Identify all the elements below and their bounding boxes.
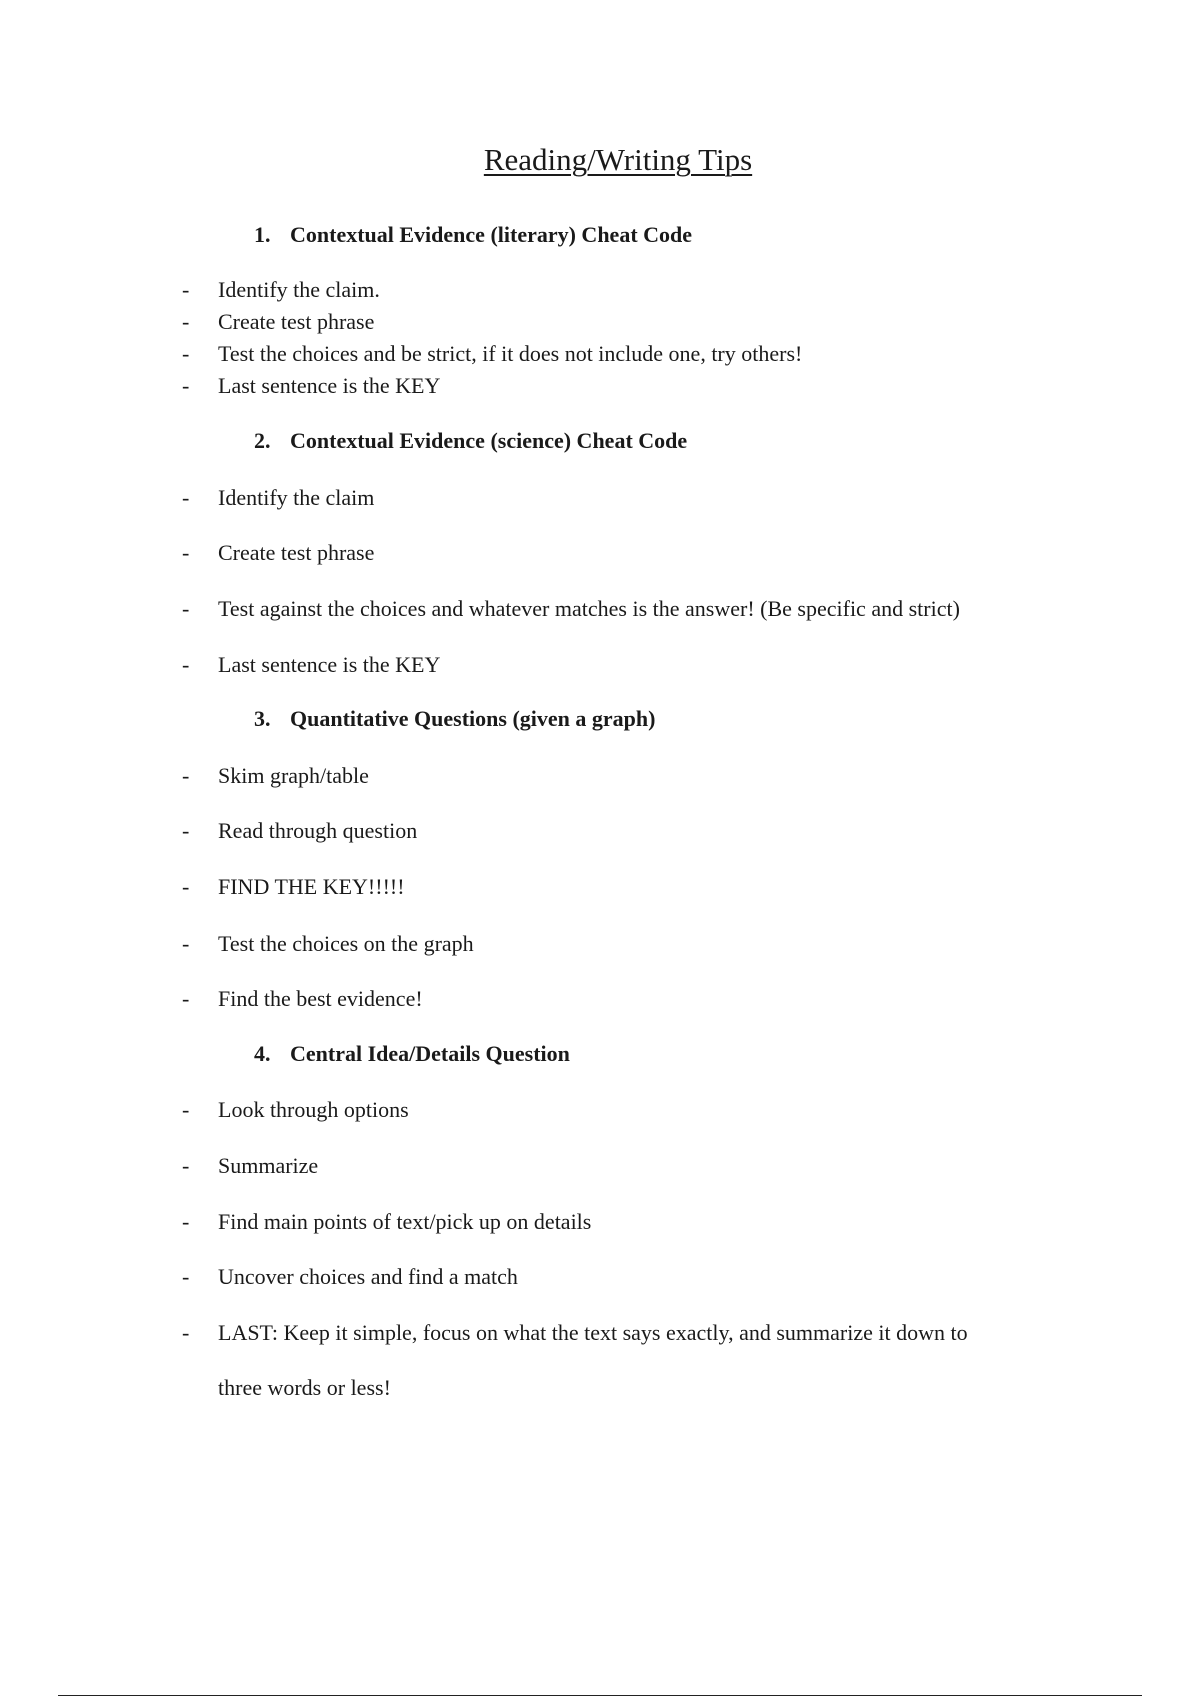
bullet-marker: - <box>182 485 190 510</box>
list-item-text: FIND THE KEY!!!!! <box>218 874 405 899</box>
bullet-marker: - <box>182 1209 190 1234</box>
list-item-text: Look through options <box>218 1097 409 1122</box>
bullet-marker: - <box>182 763 190 788</box>
bullet-marker: - <box>182 309 190 334</box>
page-title: Reading/Writing Tips <box>483 142 753 177</box>
section-number: 4. <box>254 1041 271 1066</box>
section-heading-text: Contextual Evidence (science) Cheat Code <box>290 428 688 453</box>
section-number: 3. <box>254 706 271 731</box>
bullet-marker: - <box>182 373 190 398</box>
section-heading-text: Contextual Evidence (literary) Cheat Code <box>290 222 693 247</box>
list-item-text: Test the choices on the graph <box>218 931 474 956</box>
section-number: 1. <box>254 222 271 247</box>
bullet-marker: - <box>182 818 190 843</box>
bullet-marker: - <box>182 874 190 899</box>
bullet-marker: - <box>182 931 190 956</box>
list-item-text: Create test phrase <box>218 309 375 334</box>
bullet-marker: - <box>182 1097 190 1122</box>
list-item-text: Skim graph/table <box>218 763 369 788</box>
section-number: 2. <box>254 428 271 453</box>
bullet-marker: - <box>182 986 190 1011</box>
bullet-marker: - <box>182 596 190 621</box>
list-item-text: Test the choices and be strict, if it does not include one, try others! <box>218 341 803 366</box>
bullet-marker: - <box>182 1153 190 1178</box>
bullet-marker: - <box>182 652 190 677</box>
list-item-text: Find the best evidence! <box>218 986 423 1011</box>
list-item-text: Find main points of text/pick up on details <box>218 1209 592 1234</box>
list-item-text: Test against the choices and whatever matches is the answer! (Be specific and strict) <box>218 596 960 621</box>
bullet-marker: - <box>182 540 190 565</box>
list-item-text: Last sentence is the KEY <box>218 373 441 398</box>
list-item-text: Read through question <box>218 818 418 843</box>
bullet-marker: - <box>182 341 190 366</box>
list-item-text: Create test phrase <box>218 540 375 565</box>
list-item-text: LAST: Keep it simple, focus on what the text says exactly, and summarize it down to <box>218 1320 968 1345</box>
list-item-text: Uncover choices and find a match <box>218 1264 518 1289</box>
bullet-marker: - <box>182 1320 190 1345</box>
list-item-text: Summarize <box>218 1153 319 1178</box>
list-item-text: three words or less! <box>218 1375 391 1400</box>
section-heading-text: Central Idea/Details Question <box>290 1041 570 1066</box>
list-item-text: Last sentence is the KEY <box>218 652 441 677</box>
list-item-text: Identify the claim <box>218 485 375 510</box>
section-heading-text: Quantitative Questions (given a graph) <box>290 706 656 731</box>
page-bottom-rule <box>58 1695 1142 1696</box>
bullet-marker: - <box>182 1264 190 1289</box>
list-item-text: Identify the claim. <box>218 277 380 302</box>
bullet-marker: - <box>182 277 190 302</box>
